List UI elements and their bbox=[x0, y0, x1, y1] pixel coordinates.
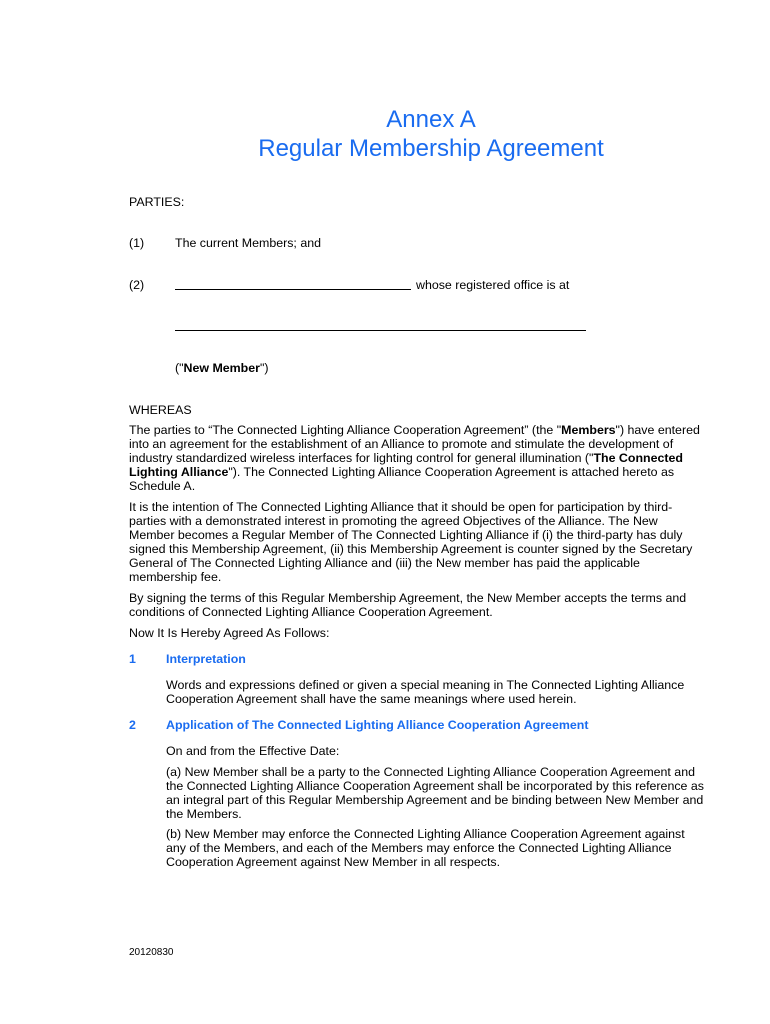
registered-office-blank[interactable] bbox=[175, 330, 586, 331]
annex-title: Annex A bbox=[386, 106, 476, 133]
section-2-number: 2 bbox=[129, 718, 136, 732]
section-2-clause-a: (a) New Member shall be a party to the Connected Lighting Alliance Cooperation Agreement and the Connected Lighting Alliance Cooperation Agreement shall be incorporated by this reference as an integral part of this Regular Membership Agreement and be binding between New Member and the Members. bbox=[166, 765, 704, 821]
party-1-number: (1) bbox=[129, 236, 145, 250]
party-2-number: (2) bbox=[129, 278, 145, 292]
party-1-text: The current Members; and bbox=[175, 236, 321, 250]
section-2-intro: On and from the Effective Date: bbox=[166, 744, 340, 758]
party-name-blank[interactable] bbox=[175, 289, 411, 290]
section-1-number: 1 bbox=[129, 652, 136, 666]
section-2-clause-b: (b) New Member may enforce the Connected Lighting Alliance Cooperation Agreement against any of the Members, and each of the Members may enforce the Connected Lighting Alliance Cooperation Agreement against New Member in all respects. bbox=[166, 827, 685, 869]
recital-acceptance: By signing the terms of this Regular Membership Agreement, the New Member accepts the terms and conditions of Connected Lighting Alliance Cooperation Agreement. bbox=[129, 591, 687, 619]
recital-intention: It is the intention of The Connected Lighting Alliance that it should be open for participation by third-parties with a demonstrated interest in promoting the agreed Objectives of the Alliance. The New Member becomes a Regular Member of The Connected Lighting Alliance if (i) the third-party has duly signed this Membership Agreement, (ii) this Membership Agreement is counter signed by the Secretary General of The Connected Lighting Alliance and (iii) the New member has paid the applicable membership fee. bbox=[129, 500, 693, 584]
section-1-heading: Interpretation bbox=[166, 652, 246, 666]
parties-label: PARTIES: bbox=[129, 195, 185, 209]
party-2-text: whose registered office is at bbox=[416, 278, 570, 292]
recital-members: The parties to “The Connected Lighting Alliance Cooperation Agreement” (the "Members") have entered into an agreement for the establishment of an Alliance to promote and stimulate the development of industry standardized wireless interfaces for lighting control for general illumination ("The Connected Lighting Alliance"). The Connected Lighting Alliance Cooperation Agreement is attached hereto as Schedule A. bbox=[129, 423, 700, 493]
document-title: Regular Membership Agreement bbox=[258, 135, 604, 162]
whereas-label: WHEREAS bbox=[129, 403, 192, 417]
section-1-paragraph: Words and expressions defined or given a special meaning in The Connected Lighting Alliance Cooperation Agreement shall have the same meanings where used herein. bbox=[166, 678, 685, 706]
document-id: 20120830 bbox=[129, 947, 174, 958]
section-2-heading: Application of The Connected Lighting Alliance Cooperation Agreement bbox=[166, 718, 589, 732]
new-member-definition: ("New Member") bbox=[175, 361, 269, 375]
agreed-statement: Now It Is Hereby Agreed As Follows: bbox=[129, 626, 330, 640]
